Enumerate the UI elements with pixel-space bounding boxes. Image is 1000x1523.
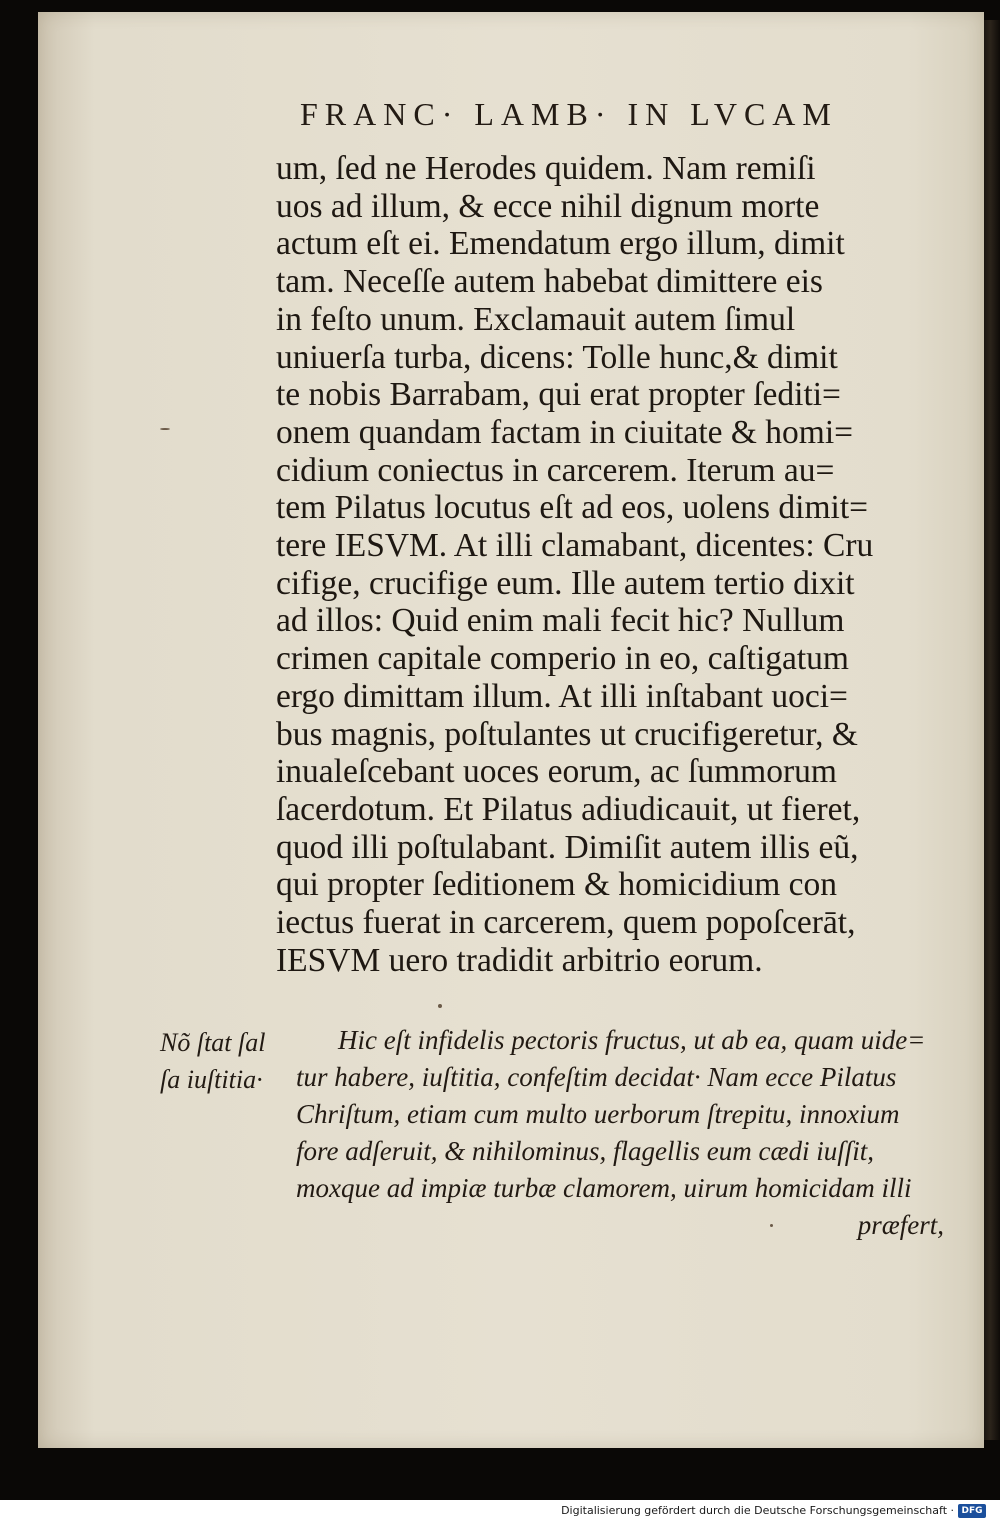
main-text-line: cidium coniectus in carcerem. Iterum au= xyxy=(276,451,835,489)
running-head: FRANC· LAMB· IN LVCAM xyxy=(300,96,838,132)
main-text-line: iectus fuerat in carcerem, quem popoſcerāt, xyxy=(276,904,856,942)
commentary-block xyxy=(296,1022,956,1244)
dfg-logo: DFG xyxy=(958,1504,986,1518)
main-text-line: inualeſcebant uoces eorum, ac ſummorum xyxy=(276,753,837,791)
main-text-line: uniuerſa turba, dicens: Tolle hunc,& dimit xyxy=(276,338,838,376)
commentary-line: Chriſtum, etiam cum multo uerborum ſtrepitu, innoxium xyxy=(296,1099,900,1129)
footer-credit: Digitalisierung gefördert durch die Deutsche Forschungsgemeinschaft · xyxy=(561,1504,954,1517)
catchword: præfert, xyxy=(857,1210,944,1240)
main-text-line: bus magnis, poſtulantes ut crucifigeretur, & xyxy=(276,715,858,753)
ink-speck xyxy=(160,428,170,430)
marginal-note-line: ſa iuſtitia· xyxy=(160,1065,263,1094)
main-text-line: qui propter ſeditionem & homicidium con xyxy=(276,866,838,904)
footer-bar xyxy=(0,1500,1000,1523)
commentary-line: moxque ad impiæ turbæ clamorem, uirum homicidam illi xyxy=(296,1173,912,1203)
main-text-line: in feſto unum. Exclamauit autem ſimul xyxy=(276,300,796,338)
main-text-line: ad illos: Quid enim mali fecit hic? Nullum xyxy=(276,602,845,640)
page-edge xyxy=(984,20,1000,1440)
main-text-line: um, ſed ne Herodes quidem. Nam remiſi xyxy=(276,150,816,187)
main-text-line: ſacerdotum. Et Pilatus adiudicauit, ut fieret, xyxy=(276,790,861,828)
main-text-block xyxy=(276,150,936,979)
main-text-line: actum eſt ei. Emendatum ergo illum, dimit xyxy=(276,225,845,263)
main-text-line: IESVM uero tradidit arbitrio eorum. xyxy=(276,941,763,979)
main-text-line: cifige, crucifige eum. Ille autem tertio dixit xyxy=(276,564,855,602)
commentary-line: Hic eſt infidelis pectoris fructus, ut ab ea, quam uide= xyxy=(338,1025,926,1055)
commentary-line: tur habere, iuſtitia, confeſtim decidat· Nam ecce Pilatus xyxy=(296,1062,897,1092)
main-text-line: quod illi poſtulabant. Dimiſit autem illis eũ, xyxy=(276,828,859,866)
commentary-line: fore adſeruit, & nihilominus, flagellis eum cædi iuſſit, xyxy=(296,1136,874,1166)
main-text-line: uos ad illum, & ecce nihil dignum morte xyxy=(276,187,820,225)
main-text-line: tam. Neceſſe autem habebat dimittere eis xyxy=(276,263,823,301)
marginal-note xyxy=(160,1024,290,1098)
ink-speck xyxy=(438,1004,442,1008)
main-text-line: onem quandam factam in ciuitate & homi= xyxy=(276,413,854,451)
main-text-line: crimen capitale comperio in eo, caſtigatum xyxy=(276,640,849,678)
main-text-line: tere IESVM. At illi clamabant, dicentes: Cru xyxy=(276,527,874,565)
ink-speck xyxy=(770,1224,773,1227)
marginal-note-line: Nõ ſtat ſal xyxy=(160,1028,266,1057)
main-text-line: ergo dimittam illum. At illi inſtabant uoci= xyxy=(276,677,848,715)
main-text-line: te nobis Barrabam, qui erat propter ſediti= xyxy=(276,376,841,414)
main-text-line: tem Pilatus locutus eſt ad eos, uolens dimit= xyxy=(276,489,869,527)
